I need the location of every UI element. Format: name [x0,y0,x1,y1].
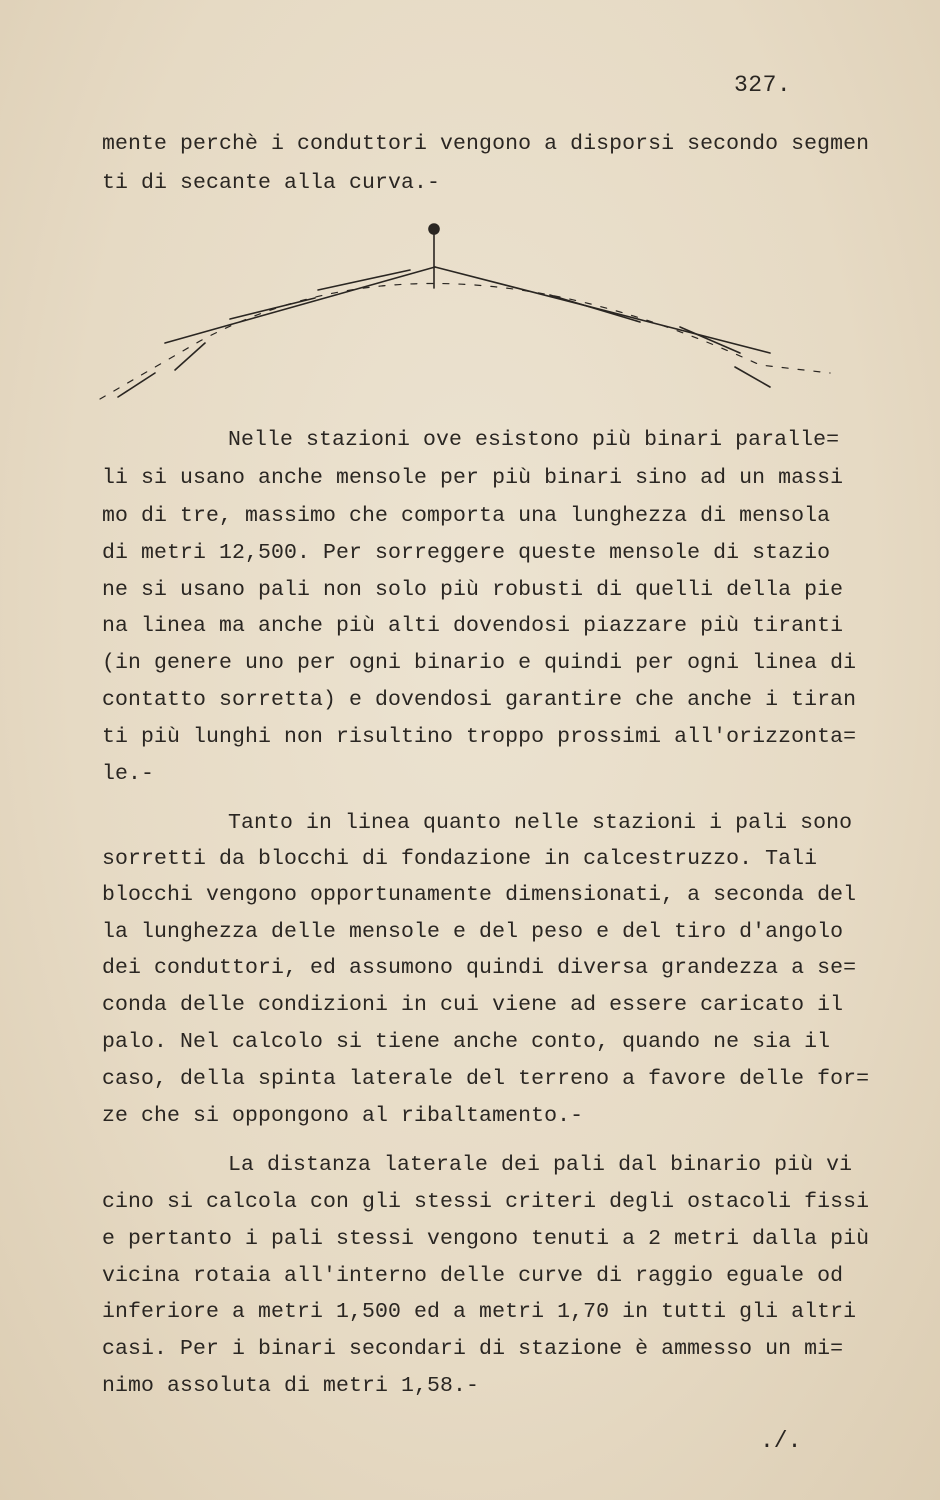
catenary-curve-diagram [80,215,860,405]
text-line: sorretti da blocchi di fondazione in calcestruzzo. Tali [102,847,818,871]
right-lower-segment [680,327,740,353]
text-line: di metri 12,500. Per sorreggere queste mensole di stazio [102,541,831,565]
text-line: caso, della spinta laterale del terreno a favore delle for= [102,1067,870,1091]
text-line: mo di tre, massimo che comporta una lunghezza di mensola [102,504,831,528]
right-segment [550,295,640,322]
text-line: dei conduttori, ed assumono quindi diversa grandezza a se= [102,956,857,980]
left-segment [230,298,315,319]
text-line: e pertanto i pali stessi vengono tenuti a 2 metri dalla più [102,1227,870,1251]
text-line: ze che si oppongono al ribaltamento.- [102,1104,584,1128]
text-line: palo. Nel calcolo si tiene anche conto, quando ne sia il [102,1030,831,1054]
track-curve [100,283,830,399]
text-line: le.- [102,762,155,786]
text-line: cino si calcola con gli stessi criteri degli ostacoli fissi [102,1190,870,1214]
text-line: Nelle stazioni ove esistono più binari paralle= [228,428,840,452]
pole-head [429,224,439,234]
text-line: La distanza laterale dei pali dal binario più vi [228,1153,853,1177]
right-curve-end [735,367,770,387]
text-line: casi. Per i binari secondari di stazione è ammesso un mi= [102,1337,844,1361]
text-line: na linea ma anche più alti dovendosi piazzare più tiranti [102,614,844,638]
text-line: Tanto in linea quanto nelle stazioni i pali sono [228,811,853,835]
text-line: blocchi vengono opportunamente dimensionati, a seconda del [102,883,857,907]
left-conductor [165,267,435,343]
text-line: ti più lunghi non risultino troppo prossimi all'orizzonta= [102,725,857,749]
text-line: ti di secante alla curva.- [102,171,441,195]
text-line: ne si usano pali non solo più robusti di quelli della pie [102,578,844,602]
text-line: contatto sorretta) e dovendosi garantire che anche i tiran [102,688,857,712]
text-line: la lunghezza delle mensole e del peso e del tiro d'angolo [102,920,844,944]
text-line: li si usano anche mensole per più binari sino ad un massi [102,466,844,490]
text-line: vicina rotaia all'interno delle curve di raggio eguale od [102,1264,844,1288]
left-curve-tick [175,343,205,370]
text-line: conda delle condizioni in cui viene ad essere caricato il [102,993,844,1017]
text-line: nimo assoluta di metri 1,58.- [102,1374,480,1398]
text-line: inferiore a metri 1,500 ed a metri 1,70 in tutti gli altri [102,1300,857,1324]
page-number: 327. [734,72,792,98]
left-curve-end [118,373,155,397]
text-line: (in genere uno per ogni binario e quindi per ogni linea di [102,651,857,675]
continuation-mark: ./. [760,1428,802,1454]
text-line: mente perchè i conduttori vengono a disporsi secondo segmen [102,132,870,156]
